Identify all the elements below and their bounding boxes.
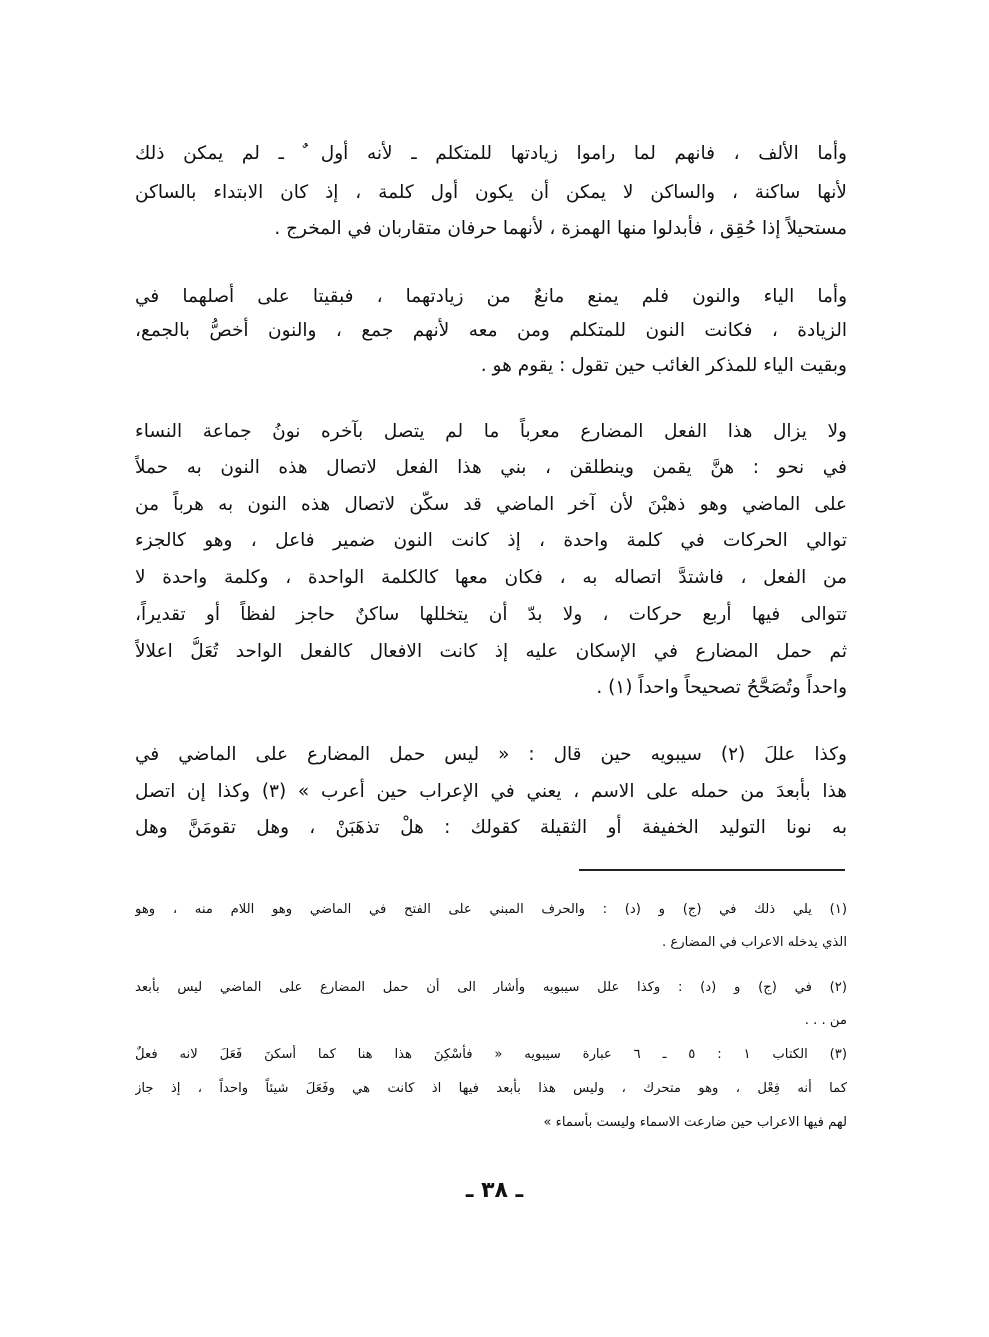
footnote-line: (١) يلي ذلك في (ج) و (د) : والحرف المبني على الفتح في الماضي وهو اللام منه ، وهو <box>135 902 847 917</box>
footnote-line: كما أنه فِعْل ، وهو متحرك ، وليس هذا بأبعد فيها اذ كانت هي وفَعَلَ شيئاً واحداً ، إذ جاز <box>135 1081 847 1096</box>
body-line: به نونا التوليد الخفيفة أو الثقيلة كقولك : هلْ تذهَبَنْ ، وهل تقومَنَّ وهل <box>135 817 847 838</box>
body-line: توالي الحركات في كلمة واحدة ، إذ كانت النون ضمير فاعل ، وهو كالجزء <box>135 530 847 551</box>
body-line: لأنها ساكنة ، والساكن لا يمكن أن يكون أول كلمة ، إذ كان الابتداء بالساكن <box>135 182 847 203</box>
footnote-separator <box>579 869 845 871</box>
body-line: ولا يزال هذا الفعل المضارع معرباً ما لم يتصل بآخره نونُ جماعة النساء <box>135 421 847 442</box>
page-number: ـ ٣٨ ـ <box>465 1178 524 1203</box>
body-line: في نحو : هنَّ يقمن وينطلقن ، بني هذا الفعل لاتصال هذه النون به حملاً <box>135 457 847 478</box>
body-line: وأما الألف ، فانهم لما راموا زيادتها للمتكلم ـ لأنه أول ٌ ـ لم يمكن ذلك <box>135 143 847 164</box>
body-line: مستحيلاً إذا حُقِق ، فأبدلوا منها الهمزة ، لأنهما حرفان متقاربان في المخرج . <box>274 218 847 239</box>
body-line: هذا بأبعدَ من حمله على الاسم ، يعني في الإعراب حين أعرب » (٣) وكذا إن اتصل <box>135 781 847 802</box>
body-line: وبقيت الياء للمذكر الغائب حين تقول : يقوم هو . <box>480 355 847 376</box>
body-line: ثم حمل المضارع في الإسكان عليه إذ كانت الافعال كالفعل الواحد تُعَلُّ اعلالاً <box>135 641 847 662</box>
footnote-line: الذي يدخله الاعراب في المضارع . <box>662 935 847 950</box>
body-line: تتوالى فيها أربع حركات ، ولا بدّ أن يتخللها ساكنٌ حاجز لفظاً أو تقديراً، <box>135 604 847 625</box>
body-line: وأما الياء والنون فلم يمنع مانعٌ من زيادتهما ، فبقيتا على أصلهما في <box>135 286 847 307</box>
footnote-line: (٣) الكتاب ١ : ٥ ـ ٦ عبارة سيبويه « فأسْكِنَ هذا هنا كما أسكنَ فَعَلَ لانه فعلٌ <box>135 1047 847 1062</box>
body-line: الزيادة ، فكانت النون للمتكلم ومن معه لأنهم جمع ، والنون أخصُّ بالجمع، <box>135 320 847 341</box>
body-line: على الماضي وهو ذهبْنَ لأن آخر الماضي قد سكّن لاتصال هذه النون به هرباً من <box>135 494 847 515</box>
body-line: وكذا عللَ (٢) سيبويه حين قال : « ليس حمل المضارع على الماضي في <box>135 744 847 765</box>
footnote-line: لهم فيها الاعراب حين ضارعت الاسماء وليست بأسماء » <box>543 1115 847 1130</box>
footnote-line: (٢) في (ج) و (د) : وكذا علل سيبويه وأشار الى أن حمل المضارع على الماضي ليس بأبعد <box>135 980 847 995</box>
footnote-line: من . . . <box>804 1013 847 1028</box>
body-line: واحداً وتُصَحَّحُ تصحيحاً واحداً (١) . <box>596 677 847 698</box>
body-line: من الفعل ، فاشتدَّ اتصاله به ، فكان معها كالكلمة الواحدة ، وكلمة واحدة لا <box>135 567 847 588</box>
